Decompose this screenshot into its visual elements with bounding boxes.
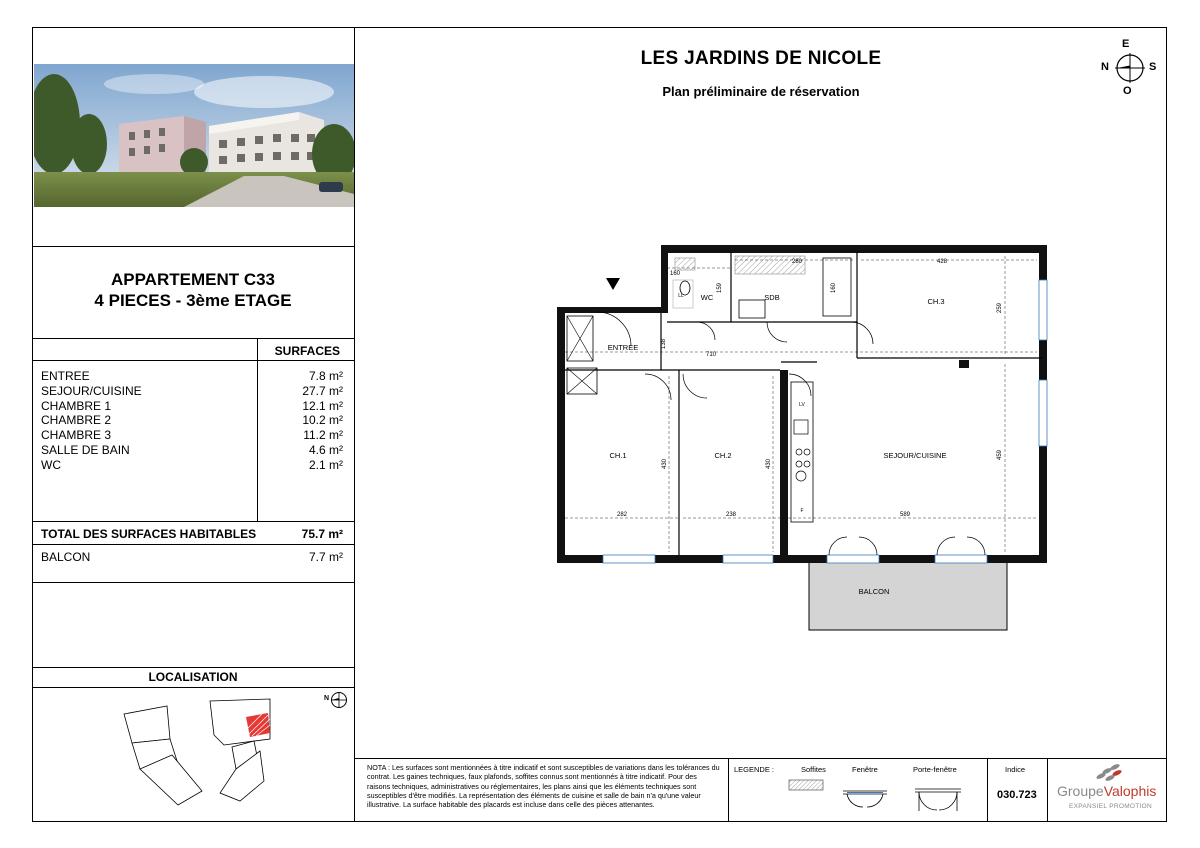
legend-porte-fenetre-label: Porte-fenêtre [913,765,957,774]
list-item: WC 2.1 m² [41,457,343,472]
dimension-label: 710 [705,352,717,358]
dimension-label: 589 [899,512,911,518]
apartment-subtitle: 4 PIECES - 3ème ETAGE [94,291,292,310]
total-label: TOTAL DES SURFACES HABITABLES [41,527,257,541]
north-arrow-icon [330,691,348,709]
list-item: SALLE DE BAIN 4.6 m² [41,442,343,457]
valophis-logo-icon [1095,763,1125,783]
balcon-value: 7.7 m² [308,550,343,564]
dimension-label: 282 [616,512,628,518]
compass-south-label: S [1149,61,1157,73]
compass-rose-icon [1114,52,1146,84]
dimension-label: 459 [997,449,1003,461]
divider [32,338,354,339]
room-label-sejour: SEJOUR/CUISINE [883,451,947,460]
dimension-label: 428 [936,259,948,265]
legend-soffites-label: Soffites [801,765,826,774]
balcony-area [809,558,1007,630]
localisation-north-label: N [324,695,330,702]
company-logo-text: GroupeValophis [1057,783,1157,799]
balcon-label: BALCON [41,550,91,564]
dimension-label: 238 [725,512,737,518]
total-surface-row [41,527,343,541]
legend-fenetre-label: Fenêtre [852,765,878,774]
indice-label: Indice [1005,765,1026,774]
floor-plan [545,240,1055,640]
left-panel [32,27,355,822]
appliance-label-ll: LL [678,293,684,299]
divider [32,360,354,361]
plan-subtitle: Plan préliminaire de réservation [662,84,860,99]
list-item: CHAMBRE 1 12.1 m² [41,398,343,413]
appliance-label-f: F [800,508,804,514]
room-label-wc: WC [700,293,714,302]
footer [355,758,1167,822]
localisation-title: LOCALISATION [148,670,238,684]
french-door-symbol-icon [913,783,963,815]
room-label-balcon: BALCON [858,587,890,596]
divider [32,667,354,668]
column-divider [1047,759,1048,822]
column-divider [728,759,729,822]
appliance-label-lv: LV [799,402,805,408]
compass-west-label: O [1123,85,1132,97]
room-list [41,369,343,473]
room-label-sdb: SDB [764,293,780,302]
entrance-arrow-icon [606,278,620,290]
divider [32,544,354,545]
dimension-label: 430 [662,458,668,470]
dimension-label: 259 [997,302,1003,314]
list-item: CHAMBRE 3 11.2 m² [41,428,343,443]
room-label-ch3: CH.3 [927,297,945,306]
legend-label: LEGENDE : [734,765,775,774]
compass-north-label: N [1101,61,1109,73]
room-label-ch2: CH.2 [714,451,732,460]
divider [32,687,354,688]
dimension-label: 160 [831,282,837,294]
dimension-label: 160 [669,271,681,277]
divider [32,582,354,583]
divider [32,521,354,522]
list-item: CHAMBRE 2 10.2 m² [41,413,343,428]
list-item: SEJOUR/CUISINE 27.7 m² [41,383,343,398]
room-label-entree: ENTREE [607,343,639,352]
divider [32,246,354,247]
dimension-label: 138 [661,338,667,350]
indice-value: 030.723 [997,789,1037,801]
building-rendering-image [34,64,354,207]
window-symbol-icon [841,785,889,811]
company-tagline: EXPANSIEL PROMOTION [1069,803,1152,810]
dimension-label: 159 [717,282,723,294]
total-value: 75.7 m² [301,527,343,541]
balcon-row [41,550,343,564]
list-item: ENTREE 7.8 m² [41,369,343,383]
apartment-title: APPARTEMENT C33 [110,270,276,289]
compass [1100,38,1160,98]
dimension-label: 280 [791,259,803,265]
compass-east-label: E [1122,38,1130,50]
room-label-ch1: CH.1 [609,451,627,460]
legal-note: NOTA : Les surfaces sont mentionnées à titre indicatif et sont susceptibles de variations dans les tolérances du contrat. Les gaines techniques, faux plafonds, soffites connus sont mentionnés à titre indicatif. Pour des raisons techniques, administratives ou réglementaires, les plans ainsi que les éléments techniques sont susceptibles d'être modifiés. La représentation des éléments de cuisine et salle de bain n'a qu'une valeur illustrative. La surface habitable des placards est incluse dans celle des pièces attenantes. [367,763,720,810]
soffit-swatch-icon [788,779,824,791]
column-divider [987,759,988,822]
localisation-map [32,689,354,821]
dimension-label: 430 [766,458,772,470]
project-title: LES JARDINS DE NICOLE [640,48,882,69]
surfaces-header: SURFACES [274,344,340,358]
